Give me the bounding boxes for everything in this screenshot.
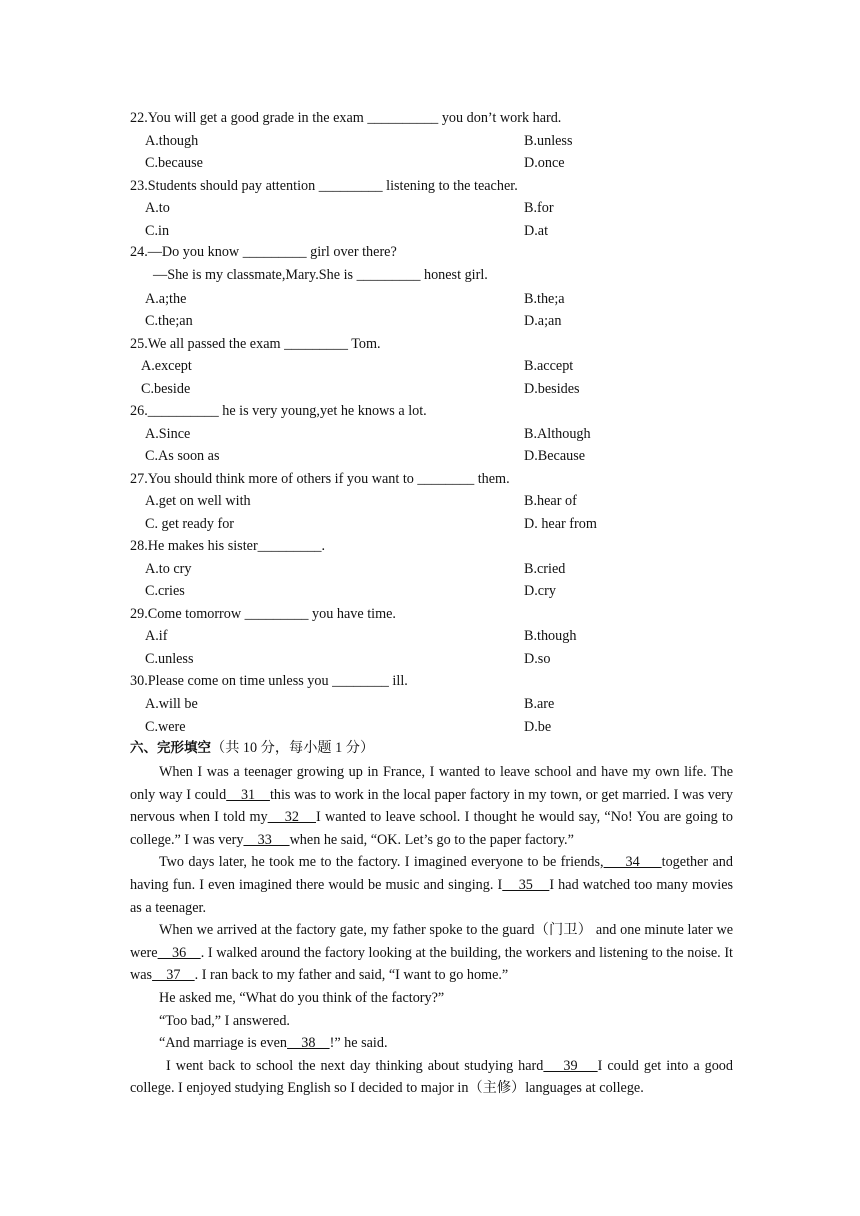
passage-text: . I ran back to my father and said, “I want to go home.” bbox=[194, 967, 509, 984]
passage-paragraph-2 bbox=[130, 851, 733, 919]
passage-text: !” he said. bbox=[329, 1035, 388, 1052]
question-24-option-d: D.a;an bbox=[524, 313, 562, 329]
passage-paragraph-3 bbox=[130, 919, 733, 987]
question-28-option-c: C.cries bbox=[145, 583, 185, 599]
question-28-option-a: A.to cry bbox=[145, 561, 192, 577]
question-26-option-b: B.Although bbox=[524, 426, 591, 442]
question-26-option-a: A.Since bbox=[145, 426, 191, 442]
question-25-option-c: C.beside bbox=[141, 381, 191, 397]
blank-34: 34 bbox=[603, 854, 662, 871]
passage-text: Two days later, he took me to the factory. I imagined everyone to be friends, bbox=[159, 854, 604, 871]
question-29-option-c: C.unless bbox=[145, 651, 194, 667]
passage-paragraph-7 bbox=[130, 1055, 733, 1100]
passage-text: I wanted to leave school. I thought he would say, “No! You are going to college.” I was very bbox=[130, 809, 734, 848]
question-30-option-a: A.will be bbox=[145, 696, 198, 712]
question-25-option-d: D.besides bbox=[524, 381, 580, 397]
question-22-option-d: D.once bbox=[524, 155, 565, 171]
blank-39: 39 bbox=[543, 1057, 598, 1074]
question-25-option-a: A.except bbox=[141, 358, 192, 374]
blank-32: 32 bbox=[267, 809, 316, 826]
question-24-option-a: A.a;the bbox=[145, 291, 187, 307]
question-30-option-b: B.are bbox=[524, 696, 555, 712]
question-24-option-b: B.the;a bbox=[524, 291, 565, 307]
blank-35: 35 bbox=[502, 876, 550, 893]
blank-33: 33 bbox=[243, 831, 290, 848]
passage-text: “And marriage is even bbox=[159, 1035, 288, 1052]
question-27-stem: 27.You should think more of others if you want to ________ them. bbox=[130, 471, 510, 487]
blank-37: 37 bbox=[152, 967, 195, 984]
question-23-stem: 23.Students should pay attention _________ listening to the teacher. bbox=[130, 178, 518, 194]
question-29-option-a: A.if bbox=[145, 628, 168, 644]
question-23-option-c: C.in bbox=[145, 223, 170, 239]
passage-text: when he said, “OK. Let’s go to the paper factory.” bbox=[289, 831, 574, 848]
blank-38: 38 bbox=[287, 1035, 330, 1052]
passage-paragraph-6 bbox=[130, 1032, 733, 1055]
question-24-option-c: C.the;an bbox=[145, 313, 193, 329]
question-29-stem: 29.Come tomorrow _________ you have time. bbox=[130, 606, 396, 622]
question-26-option-c: C.As soon as bbox=[145, 448, 220, 464]
question-24-stem-reply: —She is my classmate,Mary.She is _________ honest girl. bbox=[153, 267, 488, 283]
passage-paragraph-5: “Too bad,” I answered. bbox=[159, 1012, 290, 1029]
section-title: 六、完形填空 bbox=[130, 740, 211, 756]
question-29-option-b: B.though bbox=[524, 628, 577, 644]
passage-text: I went back to school the next day thinking about studying hard bbox=[166, 1057, 544, 1074]
passage-text: . I walked around the factory looking at the building, the workers and listening to the noise. It was bbox=[130, 944, 733, 984]
question-28-option-b: B.cried bbox=[524, 561, 566, 577]
passage-paragraph-4: He asked me, “What do you think of the factory?” bbox=[159, 989, 445, 1006]
question-29-option-d: D.so bbox=[524, 651, 551, 667]
question-23-option-b: B.for bbox=[524, 200, 554, 216]
passage-text: together and having fun. I even imagined there would be music and singing. I bbox=[130, 854, 733, 893]
passage-text: When we arrived at the factory gate, my father spoke to the guard（门卫） and one minute later we were bbox=[130, 922, 733, 961]
question-28-option-d: D.cry bbox=[524, 583, 556, 599]
question-27-option-a: A.get on well with bbox=[145, 493, 251, 509]
passage-text: this was to work in the local paper factory in my town, or get married. I was very nervous when I told my bbox=[130, 786, 733, 826]
cloze-passage bbox=[130, 761, 733, 1100]
passage-text: I could get into a good college. I enjoyed studying English so I decided to major in（主修）languages at college. bbox=[130, 1057, 733, 1097]
section-heading bbox=[130, 739, 374, 757]
question-30-option-d: D.be bbox=[524, 719, 552, 735]
question-26-option-d: D.Because bbox=[524, 448, 586, 464]
question-30-option-c: C.were bbox=[145, 719, 186, 735]
question-24-stem: 24.—Do you know _________ girl over there? bbox=[130, 244, 397, 260]
question-22-stem: 22.You will get a good grade in the exam __________ you don’t work hard. bbox=[130, 110, 562, 126]
question-28-stem: 28.He makes his sister_________. bbox=[130, 538, 326, 554]
question-23-option-a: A.to bbox=[145, 200, 170, 216]
passage-text: I had watched too many movies as a teenager. bbox=[130, 876, 734, 916]
question-25-stem: 25.We all passed the exam _________ Tom. bbox=[130, 336, 381, 352]
passage-text: When I was a teenager growing up in France, I wanted to leave school and have my own life. The only way I could bbox=[130, 764, 733, 803]
question-23-option-d: D.at bbox=[524, 223, 549, 239]
question-30-stem: 30.Please come on time unless you ________ ill. bbox=[130, 673, 408, 689]
question-26-stem: 26.__________ he is very young,yet he knows a lot. bbox=[130, 403, 427, 419]
question-22-option-b: B.unless bbox=[524, 133, 573, 149]
section-note: （共 10 分，每小题 1 分） bbox=[211, 740, 375, 756]
question-22-option-a: A.though bbox=[145, 133, 199, 149]
question-27-option-d: D. hear from bbox=[524, 516, 597, 532]
blank-36: 36 bbox=[157, 944, 201, 961]
blank-31: 31 bbox=[226, 786, 270, 803]
question-27-option-c: C. get ready for bbox=[145, 516, 235, 532]
question-25-option-b: B.accept bbox=[524, 358, 574, 374]
question-27-option-b: B.hear of bbox=[524, 493, 577, 509]
question-22-option-c: C.because bbox=[145, 155, 203, 171]
passage-paragraph-1 bbox=[130, 761, 733, 851]
